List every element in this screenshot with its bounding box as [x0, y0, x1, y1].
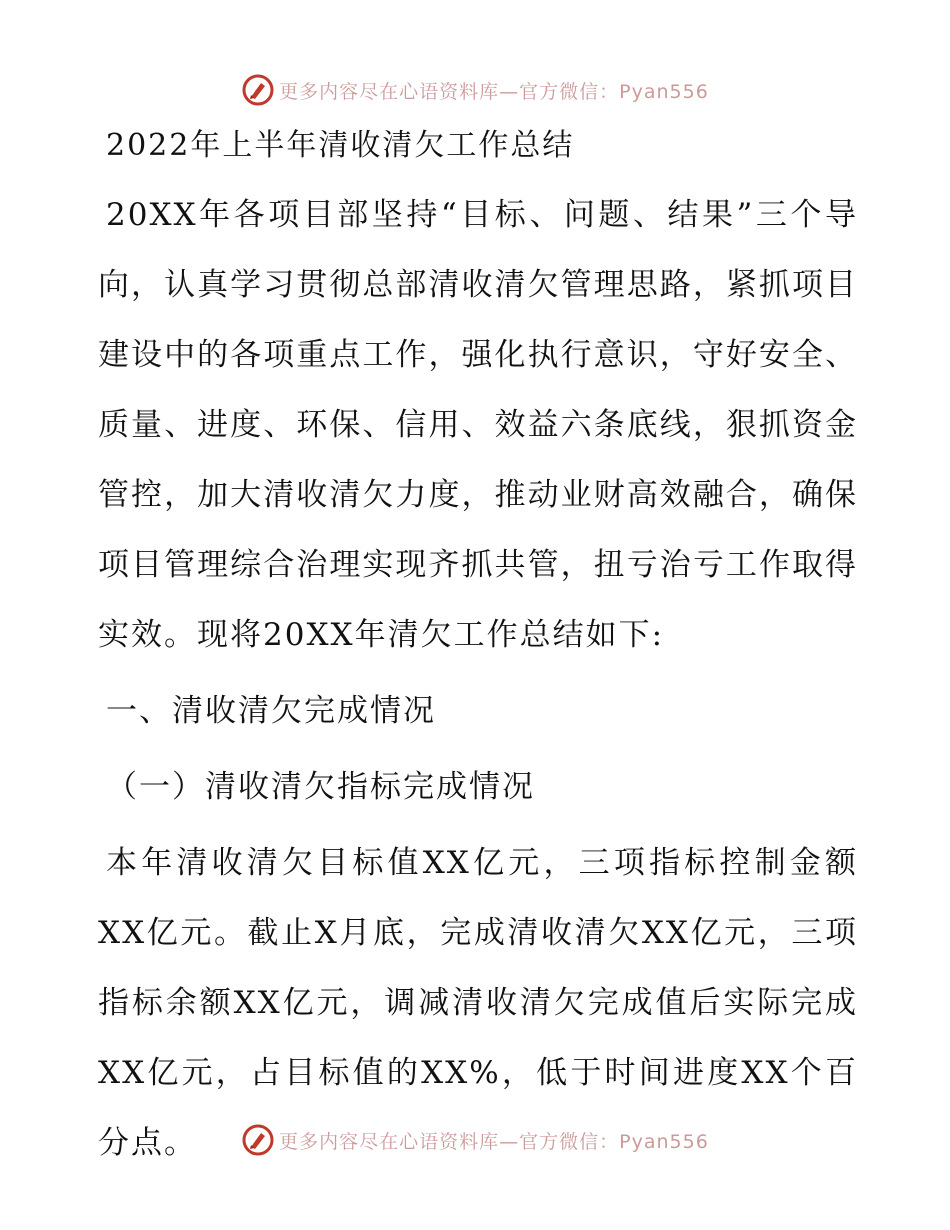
watermark-text: 更多内容尽在心语资料库—官方微信：Pyan556 [279, 80, 709, 103]
document-body [98, 118, 858, 1178]
subsection-heading-1: （一）清收清欠指标完成情况 [106, 769, 535, 805]
watermark-text: 更多内容尽在心语资料库—官方微信：Pyan556 [279, 1130, 709, 1153]
section-heading-1: 一、清收清欠完成情况 [106, 693, 436, 729]
footer-watermark [0, 1122, 950, 1158]
intro-paragraph: 20XX年各项目部坚持“目标、问题、结果”三个导向，认真学习贯彻总部清收清欠管理思路，紧抓项目建设中的各项重点工作，强化执行意识，守好安全、质量、进度、环保、信用、效益六条底线，狠抓资金管控，加大清收清欠力度，推动业财高效融合，确保项目管理综合治理实现齐抓共管，扭亏治亏工作取得实效。现将20XX年清欠工作总结如下: [98, 197, 858, 653]
header-watermark [0, 72, 950, 108]
brand-logo-icon [241, 73, 275, 107]
brand-logo-icon [241, 1123, 275, 1157]
subsection-paragraph-1: 本年清收清欠目标值XX亿元，三项指标控制金额XX亿元。截止X月底，完成清收清欠XX亿元，三项指标余额XX亿元，调减清收清欠完成值后实际完成XX亿元，占目标值的XX%，低于时间进度XX个百分点。 [98, 845, 858, 1161]
document-title: 2022年上半年清收清欠工作总结 [106, 128, 575, 163]
